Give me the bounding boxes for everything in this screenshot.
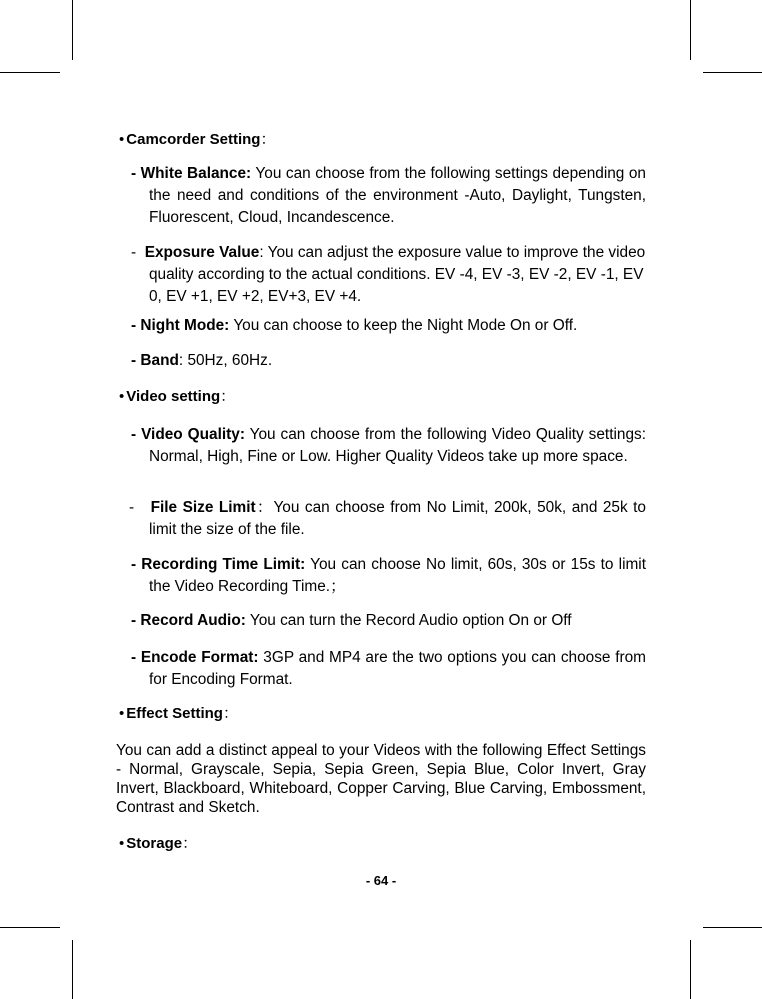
bullet-icon: •	[119, 835, 125, 852]
band-item	[131, 350, 651, 372]
recording-time-limit-label: - Recording Time Limit:	[131, 556, 306, 573]
bullet-icon: •	[119, 131, 125, 148]
encode-format-text: 3GP and MP4 are the two options you can choose from for Encoding Format.	[149, 649, 646, 688]
storage-heading: • Storage：	[119, 835, 198, 852]
band-text: : 50Hz, 60Hz.	[178, 352, 273, 369]
crop-mark-bottom-right-horizontal	[703, 927, 762, 928]
night-mode-label: - Night Mode:	[131, 317, 230, 334]
exposure-dash: -	[131, 244, 137, 261]
effect-setting-paragraph: You can add a distinct appeal to your Videos with the following Effect Settings - Normal, Grayscale, Sepia, Sepia Green, Sepia Blue, Color Invert, Gray Invert, Blackboard, Whiteboard, Copper Carving, Blue Carving, Embossment, Contrast and Sketch.	[116, 742, 646, 816]
bullet-icon: •	[119, 705, 125, 722]
recording-time-limit-item	[131, 554, 646, 598]
page-number: - 64 -	[365, 873, 397, 888]
file-size-limit-label: File Size Limit	[150, 499, 256, 516]
night-mode-item	[131, 315, 651, 337]
video-setting-heading: • Video setting：	[119, 388, 236, 405]
recording-time-limit-text: You can choose No limit, 60s, 30s or 15s to limit the Video Recording Time.；	[149, 556, 647, 595]
band-label: - Band	[131, 352, 179, 369]
exposure-value-text: : You can adjust the exposure value to improve the video quality according to the actual conditions. EV -4, EV -3, EV -2, EV -1, EV 0, EV +1, EV +2, EV+3, EV +4.	[149, 244, 646, 305]
crop-mark-top-right-horizontal	[703, 72, 762, 73]
white-balance-text: You can choose from the following settings depending on the need and conditions of the environment -Auto, Daylight, Tungsten, Fluorescent, Cloud, Incandescence.	[149, 165, 646, 226]
crop-mark-top-left-vertical	[72, 0, 73, 60]
exposure-value-label: Exposure Value	[144, 244, 260, 261]
record-audio-item	[131, 610, 651, 632]
night-mode-text: You can choose to keep the Night Mode On or Off.	[233, 317, 578, 334]
crop-mark-bottom-left-horizontal	[0, 927, 60, 928]
file-size-limit-item	[129, 497, 646, 541]
file-size-limit-text: ：You can choose from No Limit, 200k, 50k, and 25k to limit the size of the file.	[149, 499, 646, 538]
encode-format-label: - Encode Format:	[131, 649, 259, 666]
white-balance-label: - White Balance:	[131, 165, 252, 182]
video-quality-text: You can choose from the following Video Quality settings: Normal, High, Fine or Low. Higher Quality Videos take up more space.	[149, 426, 646, 465]
camcorder-setting-heading: • Camcorder Setting：	[119, 131, 276, 148]
record-audio-text: You can turn the Record Audio option On or Off	[249, 612, 572, 629]
crop-mark-top-right-vertical	[690, 0, 691, 60]
video-quality-label: - Video Quality:	[131, 426, 245, 443]
effect-setting-heading: • Effect Setting：	[119, 705, 238, 722]
record-audio-label: - Record Audio:	[131, 612, 246, 629]
file-size-dash: -	[129, 499, 135, 516]
video-quality-item	[131, 424, 646, 468]
exposure-value-item	[131, 242, 653, 308]
encode-format-item	[131, 647, 646, 691]
crop-mark-bottom-left-vertical	[72, 940, 73, 999]
crop-mark-bottom-right-vertical	[690, 940, 691, 999]
white-balance-item	[131, 163, 646, 229]
crop-mark-top-left-horizontal	[0, 72, 60, 73]
bullet-icon: •	[119, 388, 125, 405]
